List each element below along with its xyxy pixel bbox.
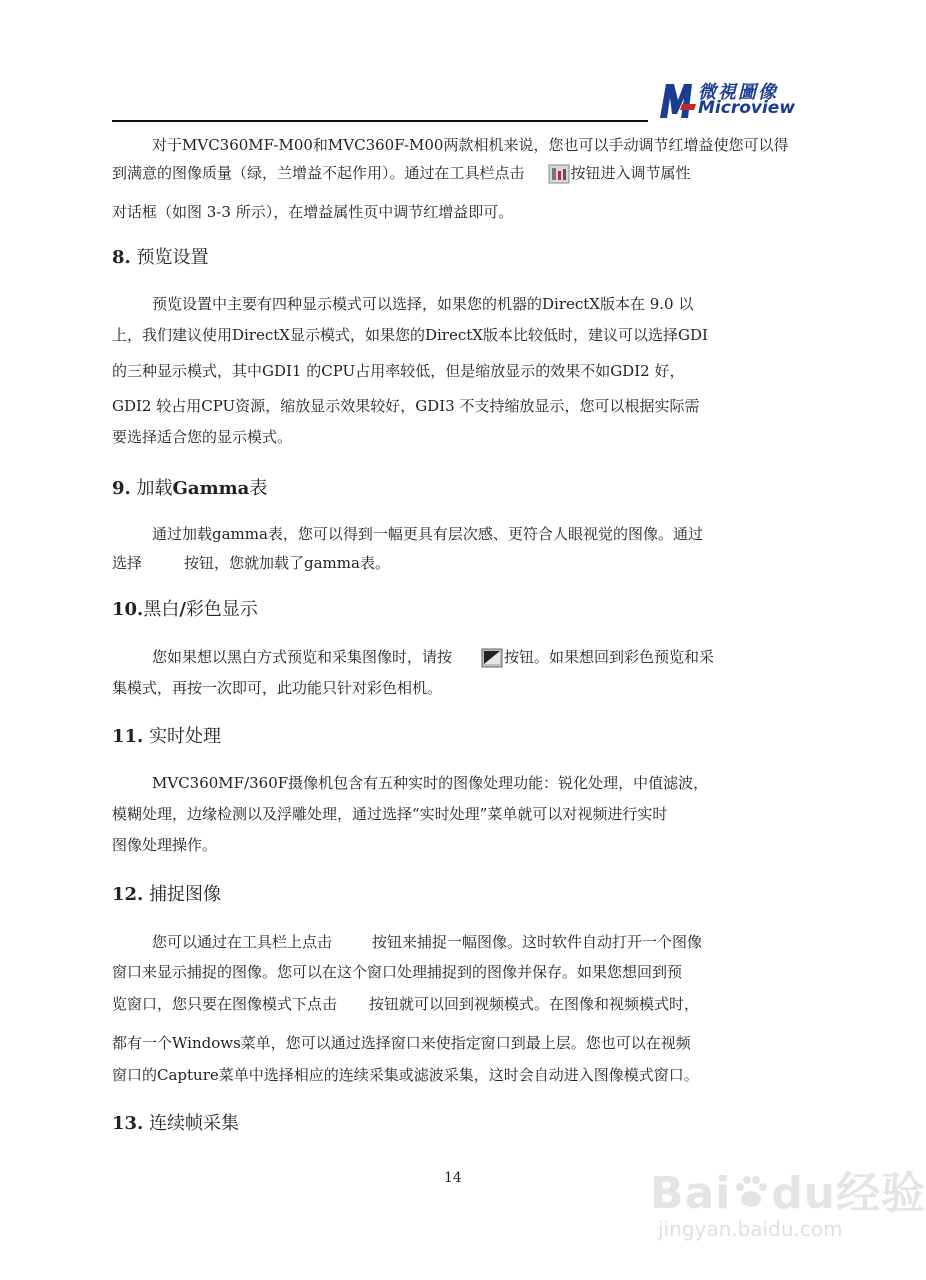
section-heading — [112, 1112, 239, 1136]
heading-number: 11. — [112, 726, 144, 747]
text-segment: 按钮。如果想回到彩色预览和采 — [504, 648, 715, 666]
paragraph-line: 窗口的Capture菜单中选择相应的连续采集或滤波采集，这时会自动进入图像模式窗口。 — [112, 1066, 699, 1084]
paragraph-line: 对于MVC360MF-M00和MVC360F-M00两款相机来说，您也可以手动调节红增益使您可以得 — [152, 136, 789, 154]
heading-number: 12. — [112, 884, 144, 905]
baidu-watermark — [640, 1155, 926, 1265]
heading-slash: / — [179, 599, 186, 620]
text-segment: 按钮进入调节属性 — [570, 164, 691, 182]
text-segment: 按钮，您就加载了gamma表。 — [184, 554, 390, 572]
paragraph-line: 对话框（如图 3-3 所示），在增益属性页中调节红增益即可。 — [112, 203, 514, 221]
heading-title-bold: Gamma — [172, 478, 250, 499]
heading-title: 加载 — [136, 478, 173, 499]
paragraph-line — [112, 553, 390, 573]
section-heading — [112, 883, 221, 907]
heading-number: 13. — [112, 1113, 144, 1134]
section-heading — [112, 477, 267, 501]
paragraph-line — [152, 932, 702, 952]
microview-logo — [660, 78, 810, 122]
paragraph-line: MVC360MF/360F摄像机包含有五种实时的图像处理功能：锐化处理，中值滤波， — [152, 774, 709, 792]
section-heading — [112, 598, 258, 622]
paragraph-line — [112, 163, 691, 184]
heading-title: 预览设置 — [136, 247, 209, 268]
heading-number: 8. — [112, 247, 131, 268]
header-rule — [112, 120, 648, 122]
heading-title-end: 彩色显示 — [185, 599, 258, 620]
logo-m-icon — [660, 84, 696, 118]
paragraph-line: 预览设置中主要有四种显示模式可以选择，如果您的机器的DirectX版本在 9.0 以 — [152, 295, 694, 313]
page-number: 14 — [444, 1170, 462, 1186]
paragraph-line: 要选择适合您的显示模式。 — [112, 428, 293, 446]
heading-title: 黑白 — [143, 599, 180, 620]
heading-title-end: 表 — [249, 478, 268, 499]
watermark-url: jingyan.baidu.com — [658, 1217, 843, 1241]
paragraph-line: 集模式，再按一次即可，此功能只针对彩色相机。 — [112, 679, 443, 697]
text-segment: 您可以通过在工具栏上点击 — [152, 933, 333, 951]
heading-number: 10. — [112, 599, 144, 620]
section-heading — [112, 246, 209, 270]
paragraph-line: GDI2 较占用CPU资源，缩放显示效果较好，GDI3 不支持缩放显示，您可以根据实际需 — [112, 397, 700, 415]
text-segment: 按钮来捕捉一幅图像。这时软件自动打开一个图像 — [372, 933, 703, 951]
paragraph-line: 通过加载gamma表，您可以得到一幅更具有层次感、更符合人眼视觉的图像。通过 — [152, 525, 703, 543]
paragraph-line: 上，我们建议使用DirectX显示模式，如果您的DirectX版本比较低时，建议可以选择GDI — [112, 326, 708, 344]
paragraph-line: 模糊处理，边缘检测以及浮雕处理，通过选择“实时处理”菜单就可以对视频进行实时 — [112, 805, 668, 823]
heading-title: 实时处理 — [149, 726, 222, 747]
paragraph-line: 都有一个Windows菜单，您可以通过选择窗口来使指定窗口到最上层。您也可以在视频 — [112, 1034, 691, 1052]
paragraph-line — [112, 994, 699, 1014]
paragraph-line: 的三种显示模式，其中GDI1 的CPU占用率较低，但是缩放显示的效果不如GDI2 好， — [112, 362, 685, 380]
text-segment: 到满意的图像质量（绿，兰增益不起作用）。通过在工具栏点击 — [112, 164, 525, 182]
section-heading — [112, 725, 221, 749]
heading-title: 连续帧采集 — [149, 1113, 240, 1134]
text-segment: 选择 — [112, 554, 143, 572]
paragraph-line: 图像处理操作。 — [112, 836, 218, 854]
watermark-brand: Bai du经验 — [650, 1168, 926, 1219]
paragraph-line — [152, 647, 714, 668]
text-segment: 览窗口，您只要在图像模式下点击 — [112, 995, 338, 1013]
monochrome-toggle-icon — [481, 648, 503, 668]
gain-settings-icon — [548, 164, 570, 184]
text-segment: 您如果想以黑白方式预览和采集图像时，请按 — [152, 648, 453, 666]
paragraph-line: 窗口来显示捕捉的图像。您可以在这个窗口处理捕捉到的图像并保存。如果您想回到预 — [112, 963, 683, 981]
heading-number: 9. — [112, 478, 131, 499]
paw-icon — [731, 1172, 771, 1212]
text-segment: 按钮就可以回到视频模式。在图像和视频模式时， — [369, 995, 700, 1013]
heading-title: 捕捉图像 — [149, 884, 222, 905]
logo-chinese: 微視圖像 — [698, 82, 778, 103]
logo-english: Microview — [698, 98, 796, 118]
